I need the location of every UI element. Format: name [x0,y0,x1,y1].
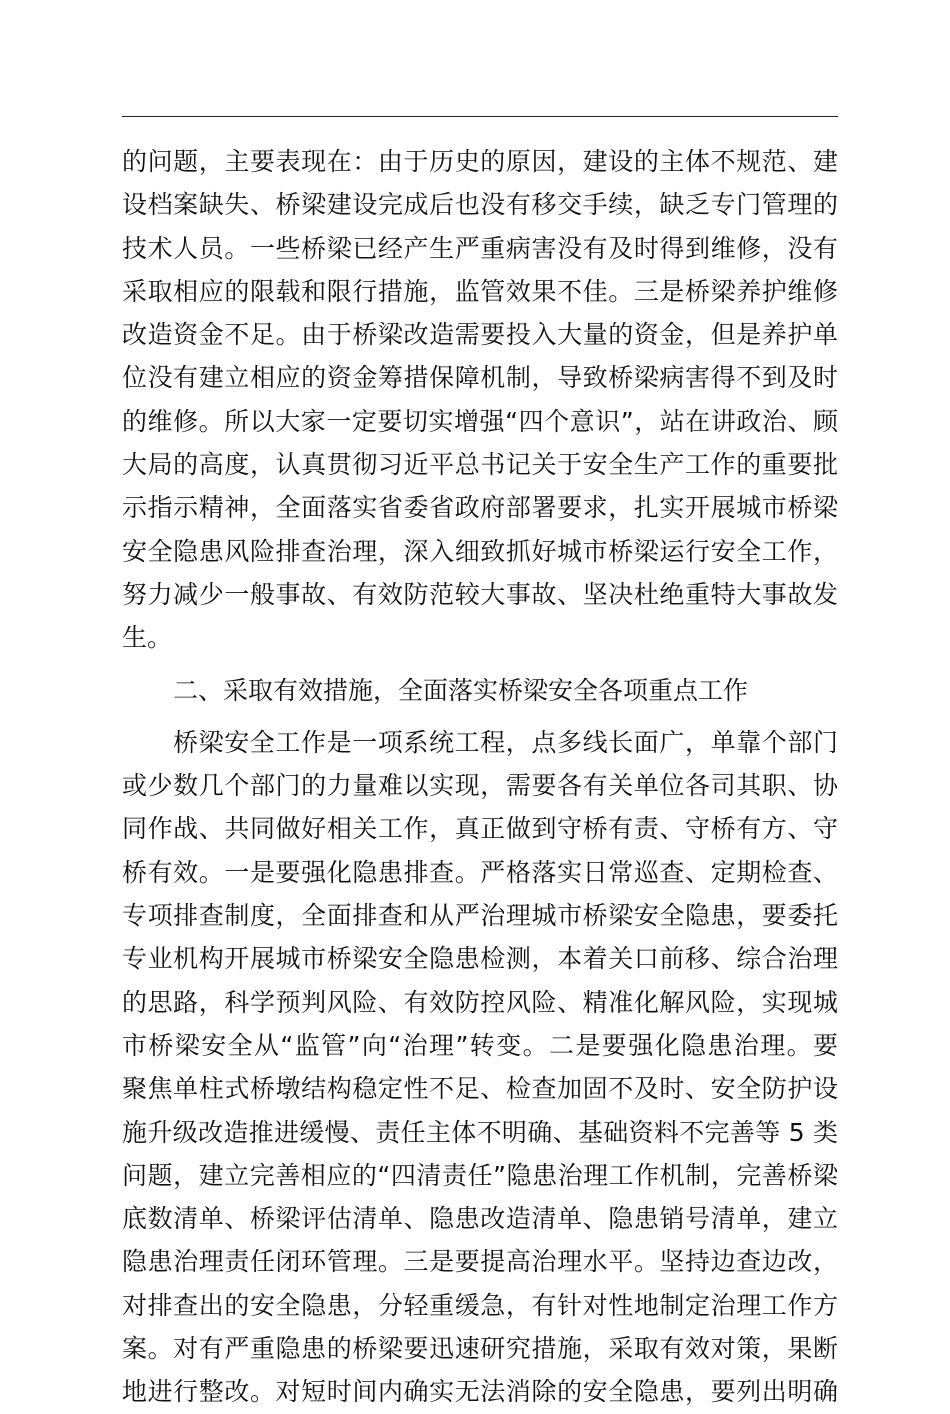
text-line: 对排查出的安全隐患，分轻重缓急，有针对性地制定治理工作方 [122,1290,838,1320]
text-line: 聚焦单柱式桥墩结构稳定性不足、检查加固不及时、安全防护设 [122,1074,838,1104]
text-line: 案。对有严重隐患的桥梁要迅速研究措施，采取有效对策，果断 [122,1334,838,1364]
text-line: 专业机构开展城市桥梁安全隐患检测，本着关口前移、综合治理 [122,944,838,974]
section-heading-text: 二、采取有效措施，全面落实桥梁安全各项重点工作 [173,675,749,705]
text-line: 设档案缺失、桥梁建设完成后也没有移交手续，缺乏专门管理的 [122,190,838,220]
section-heading [122,669,838,712]
text-line: 的思路，科学预判风险、有效防控风险、精准化解风险，实现城 [122,987,838,1017]
text-line: 努力减少一般事故、有效防范较大事故、坚决杜绝重特大事故发 [122,579,838,609]
text-line: 的问题，主要表现在：由于历史的原因，建设的主体不规范、建 [122,147,838,176]
text-line: 问题，建立完善相应的“四清责任”隐患治理工作机制，完善桥梁 [122,1160,838,1190]
paragraph-measures [122,721,838,1414]
text-line: 技术人员。一些桥梁已经产生严重病害没有及时得到维修，没有 [122,233,838,263]
document-body [122,140,838,1414]
text-line: 的维修。所以大家一定要切实增强“四个意识”，站在讲政治、顾 [122,406,838,436]
text-line: 地进行整改。对短时间内确实无法消除的安全隐患，要列出明确 [122,1377,838,1407]
text-line: 采取相应的限载和限行措施，监管效果不佳。三是桥梁养护维修 [122,276,838,306]
text-line: 大局的高度，认真贯彻习近平总书记关于安全生产工作的重要批 [122,450,838,480]
text-line: 同作战、共同做好相关工作，真正做到守桥有责、守桥有方、守 [122,814,838,844]
text-line: 生。 [122,623,173,653]
text-line: 隐患治理责任闭环管理。三是要提高治理水平。坚持边查边改， [122,1247,838,1277]
text-line: 示指示精神，全面落实省委省政府部署要求，扎实开展城市桥梁 [122,493,838,523]
text-line: 或少数几个部门的力量难以实现，需要各有关单位各司其职、协 [122,771,838,801]
paragraph-problems [122,140,838,660]
text-line: 桥梁安全工作是一项系统工程，点多线长面广，单靠个部门 [173,727,838,757]
text-line: 安全隐患风险排查治理，深入细致抓好城市桥梁运行安全工作， [122,536,838,566]
text-line: 桥有效。一是要强化隐患排查。严格落实日常巡查、定期检查、 [122,857,838,887]
text-line: 施升级改造推进缓慢、责任主体不明确、基础资料不完善等 5 类 [122,1117,838,1147]
text-line: 专项排查制度，全面排查和从严治理城市桥梁安全隐患，要委托 [122,901,838,931]
text-line: 底数清单、桥梁评估清单、隐患改造清单、隐患销号清单，建立 [122,1204,838,1234]
text-line: 市桥梁安全从“监管”向“治理”转变。二是要强化隐患治理。要 [122,1030,838,1060]
header-divider [122,116,838,117]
text-line: 改造资金不足。由于桥梁改造需要投入大量的资金，但是养护单 [122,320,838,350]
text-line: 位没有建立相应的资金筹措保障机制，导致桥梁病害得不到及时 [122,363,838,393]
